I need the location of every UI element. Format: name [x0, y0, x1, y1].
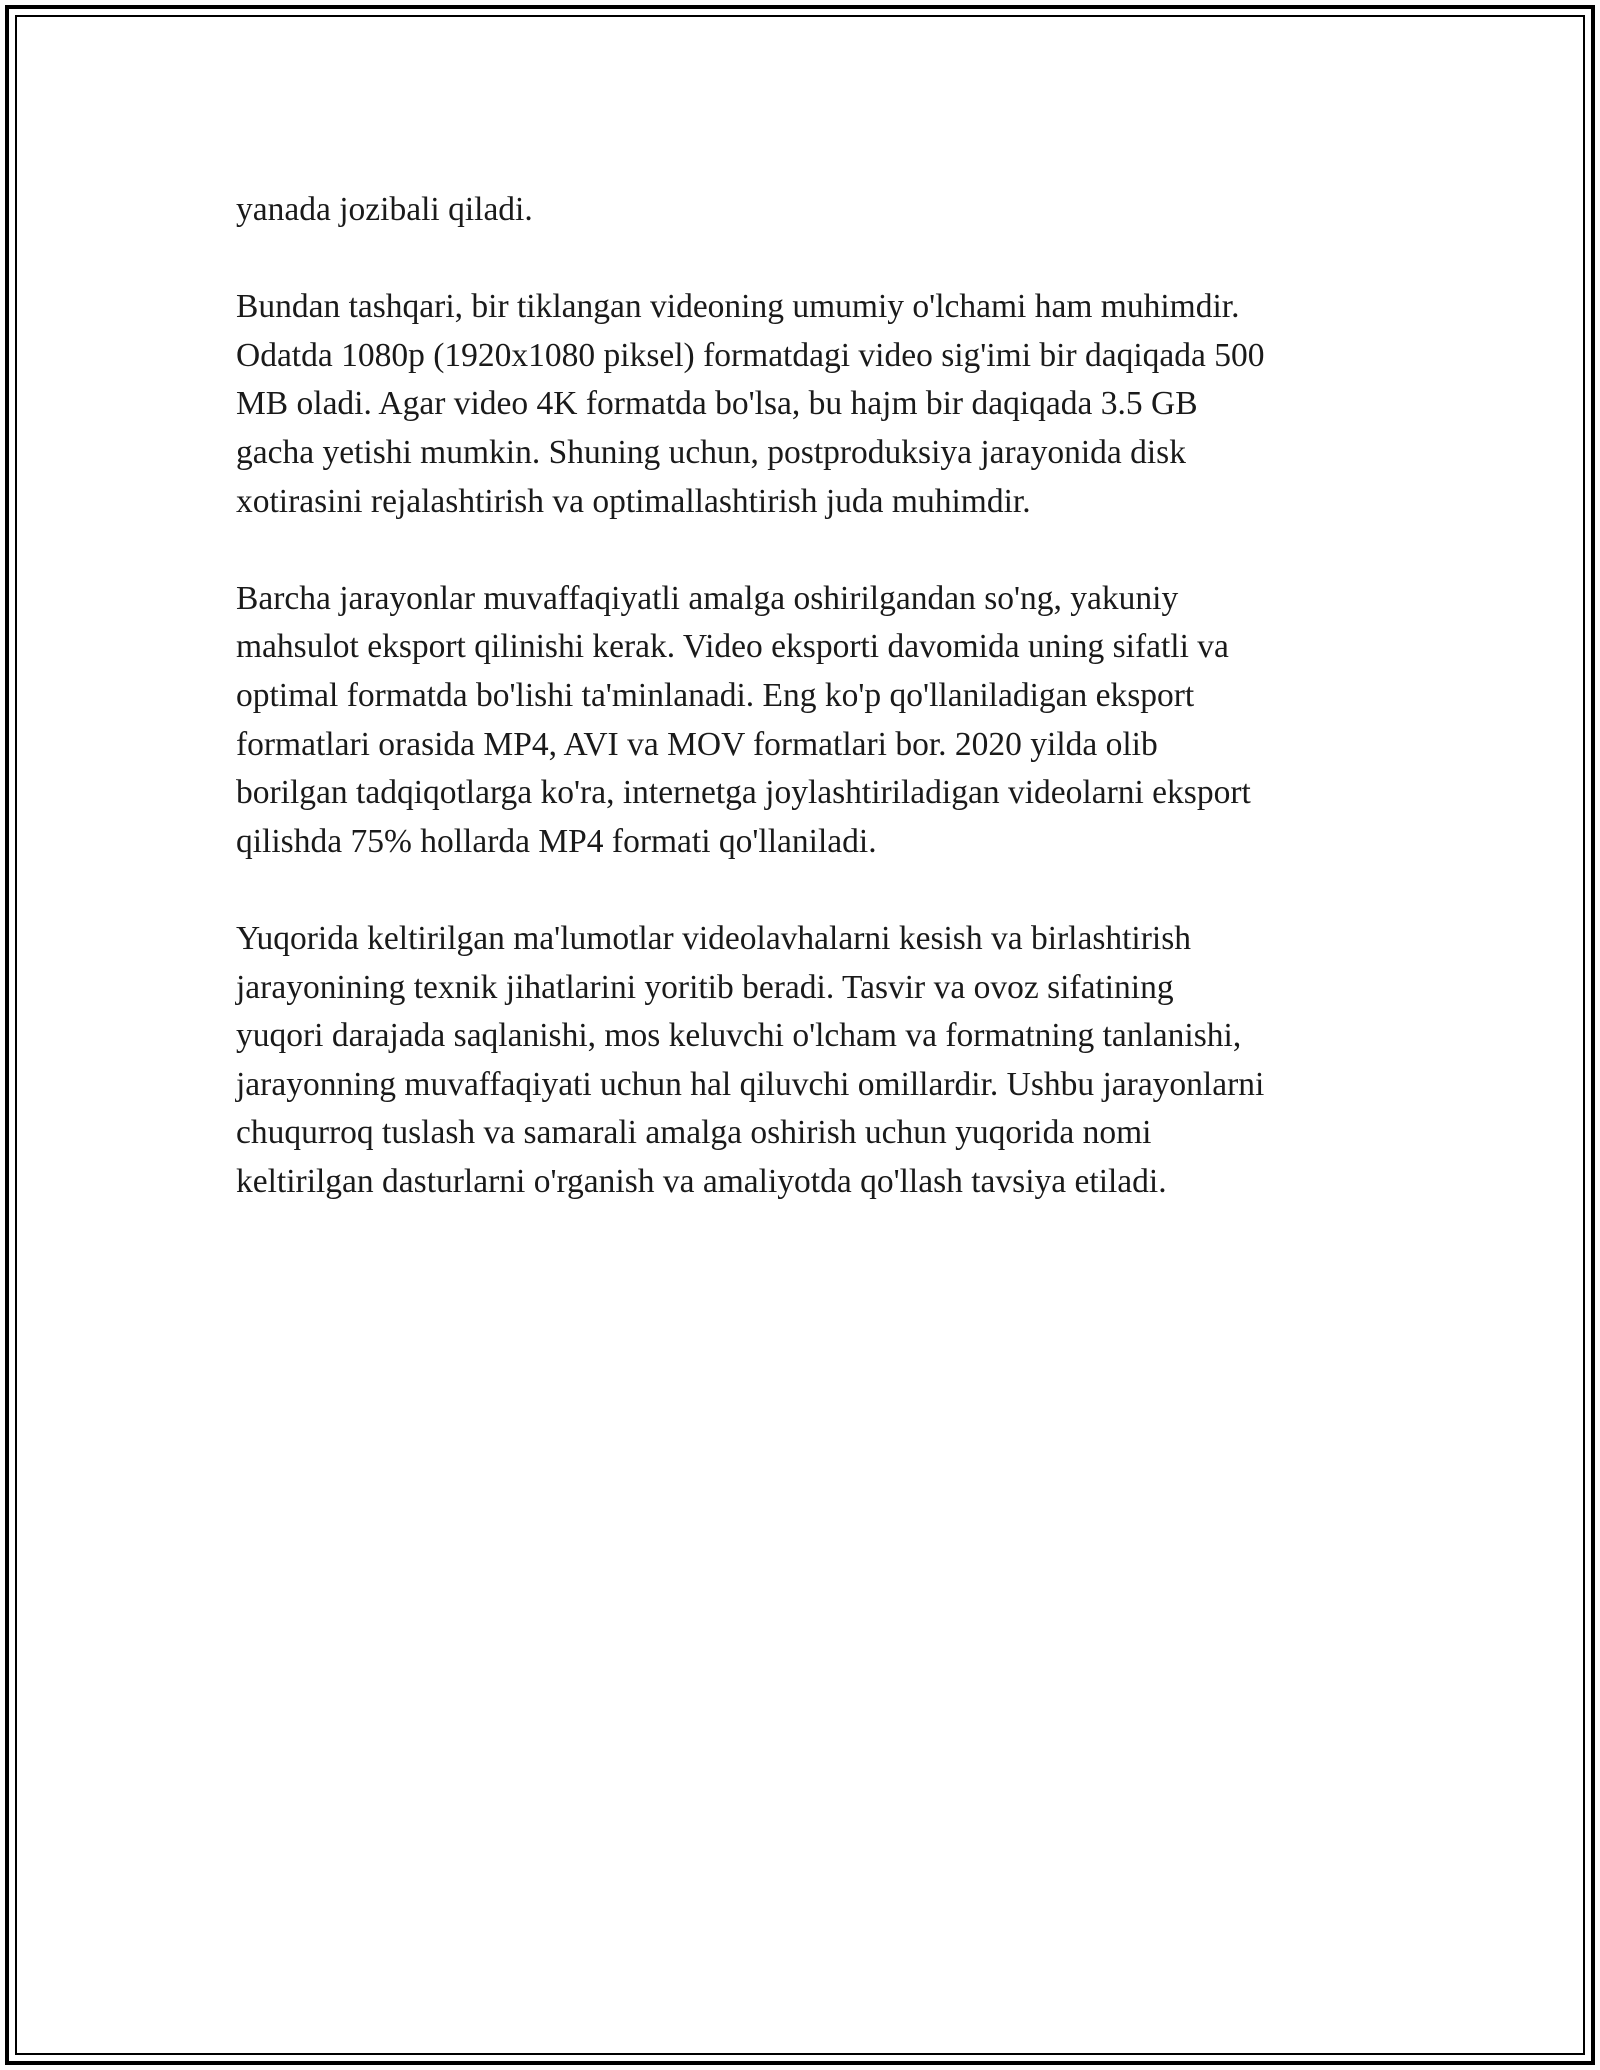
paragraph: Yuqorida keltirilgan ma'lumotlar videolavhalarni kesish va birlashtirish jarayonining texnik jihatlarini yoritib beradi. Tasvir va ovoz sifatining yuqori darajada saqlanishi, mos keluvchi o'lcham va formatning tanlanishi, jarayonning muvaffaqiyati uchun hal qiluvchi omillardir. Ushbu jarayonlarni chuqurroq tuslash va samarali amalga oshirish uchun yuqorida nomi keltirilgan dasturlarni o'rganish va amaliyotda qo'llash tavsiya etiladi. [236, 919, 1265, 1200]
paragraph: Bundan tashqari, bir tiklangan videoning umumiy o'lchami ham muhimdir. Odatda 1080p (1920x1080 piksel) formatdagi video sig'imi bir daqiqada 500 MB oladi. Agar video 4K formatda bo'lsa, bu hajm bir daqiqada 3.5 GB gacha yetishi mumkin. Shuning uchun, postproduksiya jarayonida disk xotirasini rejalashtirish va optimallashtirish juda muhimdir. [236, 288, 1265, 520]
paragraph: Barcha jarayonlar muvaffaqiyatli amalga oshirilgandan so'ng, yakuniy mahsulot eksport qilinishi kerak. Video eksporti davomida uning sifatli va optimal formatda bo'lishi ta'minlanadi. Eng ko'p qo'llaniladigan eksport formatlari orasida MP4, AVI va MOV formatlari bor. 2020 yilda olib borilgan tadqiqotlarga ko'ra, internetga joylashtiriladigan videolarni eksport qilishda 75% hollarda MP4 formati qo'llaniladi. [236, 579, 1251, 860]
paragraph: yanada jozibali qiladi. [236, 191, 533, 228]
document-body [236, 186, 1386, 1255]
